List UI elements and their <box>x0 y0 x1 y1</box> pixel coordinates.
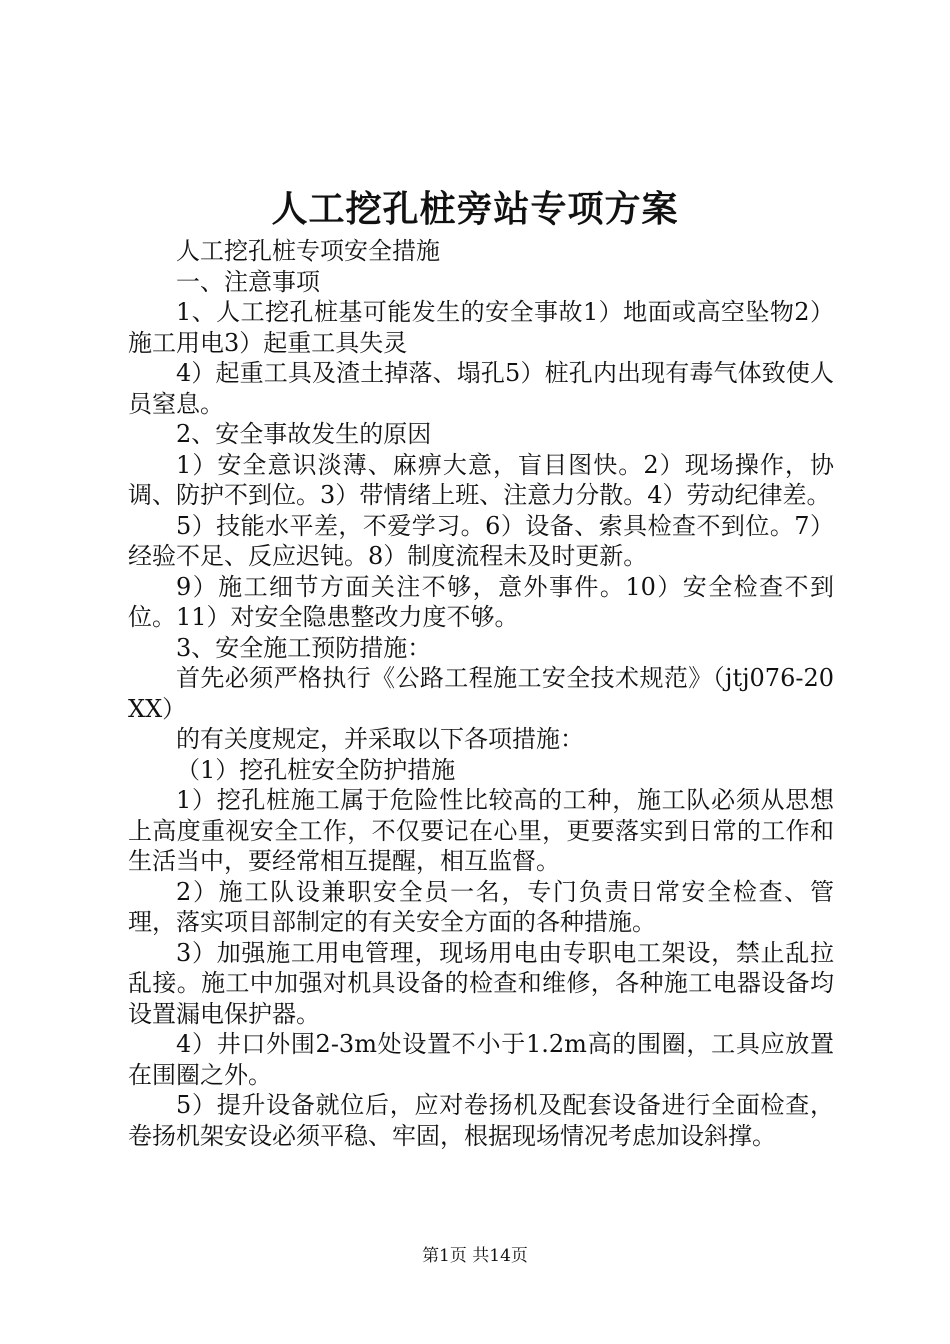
paragraph-measure-3: 3）加强施工用电管理，现场用电由专职电工架设，禁止乱拉乱接。施工中加强对机具设备的检查和维修，各种施工电器设备均设置漏电保护器。 <box>128 938 834 1028</box>
paragraph-standard-cont: 的有关度规定，并采取以下各项措施： <box>176 725 584 753</box>
paragraph-measure-2: 2）施工队设兼职安全员一名，专门负责日常安全检查、管理，落实项目部制定的有关安全方面的各种措施。 <box>128 877 834 936</box>
paragraph-subheading-1: （1）挖孔桩安全防护措施 <box>176 755 456 784</box>
page-footer: 第1页 共14页 <box>422 1246 528 1266</box>
paragraph-accidents-cont: 4）起重工具及渣土掉落、塌孔5）桩孔内出现有毒气体致使人员窒息。 <box>128 359 834 418</box>
paragraph-prevention-heading: 3、安全施工预防措施： <box>176 633 432 662</box>
paragraph-accidents: 1、人工挖孔桩基可能发生的安全事故1）地面或高空坠物2）施工用电3）起重工具失灵 <box>128 298 834 357</box>
paragraph-standard: 首先必须严格执行《公路工程施工安全技术规范》（jtj076-20XX） <box>128 664 834 723</box>
paragraph-causes-3: 9）施工细节方面关注不够，意外事件。10）安全检查不到位。11）对安全隐患整改力度不够。 <box>128 572 834 631</box>
paragraph-section-1: 一、注意事项 <box>176 267 320 296</box>
paragraph-measure-1: 1）挖孔桩施工属于危险性比较高的工种，施工队必须从思想上高度重视安全工作，不仅要记在心里，更要落实到日常的工作和生活当中，要经常相互提醒，相互监督。 <box>128 786 834 875</box>
paragraph-heading: 人工挖孔桩专项安全措施 <box>176 237 440 265</box>
document-body <box>128 236 834 1151</box>
document-title: 人工挖孔桩旁站专项方案 <box>271 188 679 230</box>
paragraph-measure-5: 5）提升设备就位后，应对卷扬机及配套设备进行全面检查，卷扬机架安设必须平稳、牢固，根据现场情况考虑加设斜撑。 <box>128 1091 834 1150</box>
paragraph-causes-heading: 2、安全事故发生的原因 <box>176 420 432 448</box>
paragraph-causes-1: 1）安全意识淡薄、麻痹大意，盲目图快。2）现场操作，协调、防护不到位。3）带情绪上班、注意力分散。4）劳动纪律差。 <box>128 450 834 509</box>
paragraph-measure-4: 4）井口外围2-3m处设置不小于1.2m高的围圈，工具应放置在围圈之外。 <box>128 1030 834 1089</box>
paragraph-causes-2: 5）技能水平差，不爱学习。6）设备、索具检查不到位。7）经验不足、反应迟钝。8）制度流程未及时更新。 <box>128 511 834 570</box>
